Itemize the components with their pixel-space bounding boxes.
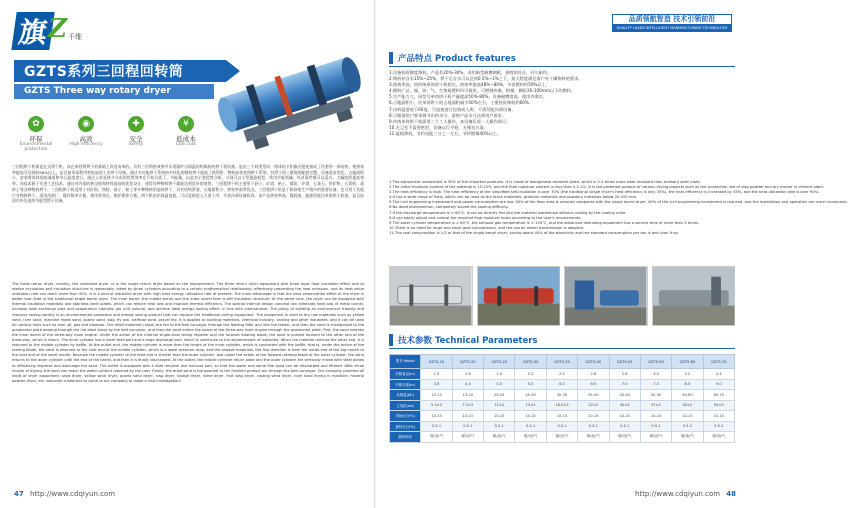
table-header: GZTS-15 [421, 355, 452, 369]
feature-label: 安全 [129, 135, 143, 143]
table-header: GZTS-25 [484, 355, 515, 369]
table-cell: 10-15 [515, 411, 546, 422]
product-photos [389, 266, 735, 326]
heading-rule [389, 348, 735, 349]
table-cell: 10-15 [703, 411, 734, 422]
table-header: GZTS-20 [452, 355, 483, 369]
table-cell: 煤/油/气 [609, 432, 640, 443]
table-cell: 10-15 [421, 411, 452, 422]
table-cell: 30×2 [609, 400, 640, 411]
table-cell: 45×2 [672, 400, 703, 411]
table-row [390, 390, 735, 401]
table-header: GZTS-45 [609, 355, 640, 369]
table-cell: 40-45 [609, 390, 640, 401]
table-cell: 0.5-1 [578, 421, 609, 432]
feature-item: 6.No dead phenomenon, completely solved the sealing difficulty. [389, 205, 509, 210]
table-cell: 37×2 [640, 400, 671, 411]
table-cell: 2.6 [578, 369, 609, 380]
table-row [390, 379, 735, 390]
table-header: GZTS-60 [672, 355, 703, 369]
table-cell: 18.5×2 [546, 400, 577, 411]
table-cell: 煤/油/气 [672, 432, 703, 443]
rotary-dryer-illustration [210, 18, 372, 168]
description-cn: 三回程烘干机即是在式烘干机。该在单回烘烘干机基础上改进而来的。具有三层筒热效果并实现器件自保温结构保持的烘干机设备。是由三个同类型同一筒体的卡扣嵌式壁连接成了作套的一体结构，使热效率提高可达到约98%以上。是目前市场利用率很高的工业烘干设备。通过多功能烘干系统的多样化的物料烘干提高了热利用，物料高效变热烘干系统，其烘干机三联筒的配套完整，设备进步优化，占地面积小，安装时筒体间的通道和中心温度进行，通过入外延热介分布的优势效率在开始方面了，节能量，以此对主要优势分析，分别可以小型建造机型，常用节能领域，经济条件都可以适应。大幅度的提高效率。该技术源于先进工艺技术，通过对内部的热交换和材料流向的优化设计，使得各种物料烘干都能达到良好的效果。三回程烘干机主要用于砂子、矿渣、粘土、煤炭、炉渣、石灰石、铁矿粉、石膏粉、高岭土等各种物料烘干。三回程烘干机适用于对矿粉、铁粉、砂子、粘土等多种物料的湿料烘干，具有结构紧凑、占地面积小、热效率高等优点。三回程烘干机是干粉砂浆生产线中的重要设备，也可用于其他行业物料烘干。适用范围广，操作简单方便，使用寿命长，维护保养方便。烘干机的出料温度低，可以直接进入下道工序，节省冷却设备投资。该产品热效率高，煤耗低，能源消耗比单筒烘干机低，是目前国内外先进的节能型烘干设备。 [12, 164, 364, 204]
slogan-badge [612, 14, 732, 37]
table-cell: 5.5 [515, 379, 546, 390]
table-cell: 3.8 [421, 379, 452, 390]
factory-photo-3 [564, 266, 648, 326]
table-header: GZTS-35 [546, 355, 577, 369]
feature-environmental [14, 116, 58, 160]
table-cell: 55×2 [703, 400, 734, 411]
feature-item: 4.燃料广泛，煤、油、气、生物质燃料均可使用，可燃烧块煤、粉煤、颗粒20-100mm以下的燃料。 [389, 88, 576, 94]
feature-item: 1.设备投资额度降低，产品有20%-30%，采用新型耐磨钢板，独特的设计，经久耐用。 [389, 70, 552, 75]
feature-item: 5.The civil engineering investment and power consumption are low. 50% of the floor area is reduced compared with the single barrel dryer, 40% of the civil engineering investment is reduced, and the installation and operation are more convenient. [389, 200, 848, 205]
features-heading [389, 52, 516, 64]
page-number: 48 [726, 490, 736, 498]
slogan-en: QUALITY LEADS INTELLIGENT MANUFACTURING TECHNOLOGY LEADS THE FRONTIER [612, 25, 732, 32]
technical-parameters-table [389, 354, 735, 443]
coin-icon: ¥ [178, 116, 194, 132]
params-heading [389, 334, 537, 346]
features-title: 产品特点 Product features [398, 54, 516, 64]
table-cell: 0.5-1 [421, 421, 452, 432]
table-cell: 煤/油/气 [452, 432, 483, 443]
table-cell: 2.5 [546, 369, 577, 380]
feature-item: 11.能耗降低，节约电能三分之一左右，节约燃煤40%以上。 [389, 130, 502, 136]
table-cell: 2.8 [609, 369, 640, 380]
leaf-icon: ✿ [28, 116, 44, 132]
table-cell: 0.5-1 [609, 421, 640, 432]
row-label: 处理量(t/h) [390, 390, 421, 401]
row-label: 最终水分(%) [390, 421, 421, 432]
table-header: GZTS-40 [578, 355, 609, 369]
company-logo [14, 12, 94, 50]
table-row [390, 411, 735, 422]
feature-sub: Environmental protection [19, 142, 53, 152]
logo-mark: 旗 [11, 12, 54, 50]
feature-item: 7.If the discharge temperature is < 60°C, it can be directly fed into the material warehouse without cooling by the cooling roller. [389, 210, 627, 215]
table-cell: 煤/油/气 [640, 432, 671, 443]
feature-efficiency [64, 116, 108, 160]
product-title-band [14, 60, 226, 82]
table-cell: 10-15 [640, 411, 671, 422]
table-header-row [390, 355, 735, 369]
table-cell: 10-15 [578, 411, 609, 422]
description-en: The three return dryer, namely, the combined dryer, is in the single return dryer based on the improvement. The three return dryer equipment with three layer heat insulation effect and to realize circulation self insulation structure is reasonably linked by three cylinders according to a certain mathematical relationship, effectively preventing the heat emission, and its heat value utilization rate can reach more than 90%. It is a kind of industrial dryer with high heat energy utilization rate at present. The main advantage is that the heat preservation effect of the dryer is better than that of the traditional single barrel dryer. The inner barrel, the middle barrel and the outer barrel form a self insulation structure. At the same time, the dryer can be equipped with thermal insulation materials and stainless steel plates, which can reduce heat loss and improve thermal efficiency. The special internal design concept can eliminate heat loss of metal tunnel, increase heat exchange area and evaporation intensity per unit volume, and achieve ideal energy saving effect. In line with international. The policy of building an environment friendly and resource saving society is an environmental protection and energy saving product that can replace the traditional drying equipment. The equipment is used to dry raw materials such as yellow sand, river sand, machine made sand, quartz sand, slag, fly ash, artificial sand, gravel etc. It is applied to building materials, chemical industry, casting and other industries, and it can be used for various fuels such as coal, oil, gas and biomass. The dried materials (sand) are fed to the belt conveyor through the feeding filter and into the feeder, and then the sand is transported to the quadrantal plate passing through the hot blast stove by the belt conveyor, and then the sand enters the barrel of the three-way main engine through the quadrantal plate. First, the sand reaches the inner barrel of the three-way main engine. Under the action of the internal single-level lexing impeller and the forward rotating blade, the sand is pushed forward to the other end of the three-way, which is return. The inner cylinder has a small feed port and a large discharge port, which is conducive to the advancement of materials. When the material reaches the other end, it is returned to the middle cylinder by baffle. At the outlet end, the middle cylinder is more than the length of the inner cylinder, which is connected with the baffle, that is, under the action of the rearing blade, the sand is returned to the inlet end of the middle cylinder, which is a lower pressure drop, and the sample materials, the flue direction is from the outlet end of the big mouth to the inlet end of the small mouth. Because the middle cylinder at the feed end is shorter than the outer cylinder, and under the action of the forward rotating blade of the outer cylinder, the sand returns to the outer cylinder until the end of the barrel, and then it is finally discharged. At the outlet, the middle cylinder return plate and the outer cylinder are vertically mixed with steel plates to effectively disperse and discharge the sand. The outlet is equipped with a dust removal and exhaust port, so that the water and some fine sand can be discharged and filtered. After three rounds of drying, the sand can reach the water content required by the user. Finally, the dried sand is transported to the finished product bin through the belt conveyor. Our company provides all kinds of dryer equipment: sand dryer, yellow sand dryer, quartz sand dryer, slag dryer, sludge dryer, slime dryer, fruit slag dryer, casting sand dryer, river sand drying in machine, mineral powder dryer, etc. welcome customers to come to our company to make a visit investigation! [12, 282, 364, 383]
feature-item: 8.It can easily adjust and control the required final moisture index according to the user's requirements. [389, 215, 582, 220]
feature-sub: High efficiency [69, 142, 103, 147]
feature-item: 2.The initial moisture content of the material is 15-25%, and the final moisture content is less than 0.5-1%. It is the preferred product of various drying projects such as the production line of slag powder and dry mortar in cement plant. [389, 185, 825, 190]
table-cell: 煤/油/气 [546, 432, 577, 443]
table-cell: 0.5-1 [672, 421, 703, 432]
product-title-en: GZTS Three way rotary dryer [14, 84, 214, 99]
feature-icons [14, 116, 214, 160]
feature-item: 4.It has a wide range of fuels, which can be used as dry block materials, granular materials and powdery materials below 20-100 mm. [389, 195, 638, 200]
product-title-cn: GZTS系列三回程回转筒 [24, 64, 184, 80]
table-row [390, 369, 735, 380]
heading-bar [389, 334, 393, 346]
table-cell: 0.5-1 [515, 421, 546, 432]
table-cell: 8.0 [672, 379, 703, 390]
table-cell: 45-50 [640, 390, 671, 401]
slogan-cn: 品质领航智造 技术引领前沿 [612, 14, 732, 25]
feature-label: 环保 [29, 135, 43, 143]
gauge-icon: ◉ [78, 116, 94, 132]
table-cell: 煤/油/气 [421, 432, 452, 443]
feature-label: 高效 [79, 135, 93, 143]
table-cell: 10-15 [672, 411, 703, 422]
table-cell: 煤/油/气 [484, 432, 515, 443]
feature-safety [114, 116, 158, 160]
factory-photo-1 [389, 266, 473, 326]
table-cell: 9.0 [703, 379, 734, 390]
table-cell: 4.5 [452, 379, 483, 390]
table-cell: 5.5×2 [421, 400, 452, 411]
logo-z: Z [48, 14, 67, 44]
feature-item: 11.The coal consumption is 1/3 of that of the single barrel dryer, saving about 40% of the electricity and the standard consumption per ton is less than 9 kg. [389, 230, 679, 235]
footer-url[interactable]: http://www.cdqiyun.com [634, 490, 721, 498]
table-cell: 30-35 [546, 390, 577, 401]
table-cell: 1.5 [421, 369, 452, 380]
factory-photo-2 [477, 266, 561, 326]
table-row [390, 400, 735, 411]
page-number: 47 [14, 490, 24, 498]
row-label: 初始水分(%) [390, 411, 421, 422]
table-cell: 11×2 [484, 400, 515, 411]
feature-sub: Safety [128, 142, 144, 147]
feature-item: 3.热效率高，同传统单筒烘干机相比，热效率提高48%~80%，节省燃料约50%以上。 [389, 82, 551, 88]
table-cell: 10-15 [546, 411, 577, 422]
table-cell: 0.5-1 [640, 421, 671, 432]
feature-item: 9.传统单筒烘干机需要三个工人操作，本设备仅需一人操作即可。 [389, 118, 511, 124]
heading-bar [389, 52, 393, 64]
table-cell: 7.5×2 [452, 400, 483, 411]
table-header: GZTS-70 [703, 355, 734, 369]
table-cell: 5.0 [484, 379, 515, 390]
right-page [375, 0, 848, 508]
table-cell: 50-60 [672, 390, 703, 401]
feature-item: 3.The heat efficiency is high. The heat efficiency of the simplified self-insulation is over 70% (the traditional single dryer's heat efficiency is only 35%), the heat efficiency is increased by 35%, and the heat utilization rate is over 90%. [389, 190, 820, 195]
feature-item: 5.生产能力大，同型号单筒烘干机产量提高50%-80%，设备耐磨度高，使用寿命长。 [389, 94, 548, 100]
feature-label: 低成本 [176, 135, 196, 143]
table-row [390, 432, 735, 443]
table-cell: 3.0 [640, 369, 671, 380]
row-label: 主电机(kw) [390, 400, 421, 411]
table-cell: 35-40 [578, 390, 609, 401]
table-cell: 3.2 [672, 369, 703, 380]
table-cell: 煤/油/气 [515, 432, 546, 443]
heading-rule [389, 66, 735, 67]
table-cell: 7.5 [640, 379, 671, 390]
table-cell: 22×2 [578, 400, 609, 411]
table-cell: 6.0 [546, 379, 577, 390]
params-title: 技术参数 Technical Parameters [398, 336, 538, 346]
logo-text: 千维 [68, 33, 82, 41]
row-label: 外筒长度(m) [390, 379, 421, 390]
feature-item: 10.There is no need for large and small gear transmission, and the carrier wheel transmission is adopted. [389, 225, 585, 230]
table-cell: 10-15 [452, 411, 483, 422]
table-row [390, 421, 735, 432]
left-page [0, 0, 375, 508]
table-cell: 7.0 [609, 379, 640, 390]
feature-item: 7.出料温度低于60度，可直接进行包装或入库，不需另配冷却设备。 [389, 106, 516, 112]
table-body [390, 369, 735, 443]
table-cell: 25-30 [515, 390, 546, 401]
table-cell: 0.5-1 [452, 421, 483, 432]
table-cell: 10-15 [421, 390, 452, 401]
table-cell: 2.2 [515, 369, 546, 380]
feature-item: 8.可根据用户要求调节出料水分，最终产品水分达到用户要求。 [389, 112, 507, 118]
row-label: 外筒直径(m) [390, 369, 421, 380]
table-cell: 0.5-1 [703, 421, 734, 432]
features-list-en [389, 180, 848, 262]
table-cell: 2.0 [484, 369, 515, 380]
table-cell: 煤/油/气 [703, 432, 734, 443]
table-header: GZTS-50 [640, 355, 671, 369]
row-label: 燃料种类 [390, 432, 421, 443]
footer-url[interactable]: http://www.cdqiyun.com [29, 490, 116, 498]
table-cell: 15-20 [452, 390, 483, 401]
table-cell: 6.5 [578, 379, 609, 390]
feature-item: 9.The outer cylinder temperature is < 60°C, the exhaust gas temperature is < 120°C, and the advanced dedusting equipment has a service time of more than 3 times. [389, 220, 700, 225]
table-cell: 煤/油/气 [578, 432, 609, 443]
left-footer [14, 490, 115, 498]
shield-icon: ✚ [128, 116, 144, 132]
features-list-cn [389, 70, 735, 178]
feature-item: 6.占地面积小，比单筒烘干机占地面积减少50%左右，土建投资降低约60%。 [389, 100, 534, 106]
table-cell: 20-25 [484, 390, 515, 401]
feature-item: 1.The equipment investment is 30% of the imported products. It is made of manganese resistant plate, which is 3-4 times more wear resistant than ordinary steel plate. [389, 180, 701, 184]
table-cell: 1.8 [452, 369, 483, 380]
feature-item: 10.无尘室不需要密封，设备运行平稳，无噪音污染。 [389, 124, 488, 130]
feature-low-cost [164, 116, 208, 160]
table-cell: 0.5-1 [484, 421, 515, 432]
table-cell: 3.4 [703, 369, 734, 380]
table-header: GZTS-30 [515, 355, 546, 369]
factory-photo-4 [652, 266, 736, 326]
table-cell: 0.5-1 [546, 421, 577, 432]
table-cell: 10-15 [609, 411, 640, 422]
right-footer [635, 490, 736, 498]
table-cell: 15×2 [515, 400, 546, 411]
feature-sub: Low cost [176, 142, 196, 147]
table-header: 型号 Model [390, 355, 421, 369]
table-cell: 10-15 [484, 411, 515, 422]
feature-item: 2.物料初含水15%~25%，烘干后含水可以达到0.5%~1%之下，最大程度满足客户对干燥物料的要求。 [389, 76, 583, 82]
table-cell: 60-70 [703, 390, 734, 401]
